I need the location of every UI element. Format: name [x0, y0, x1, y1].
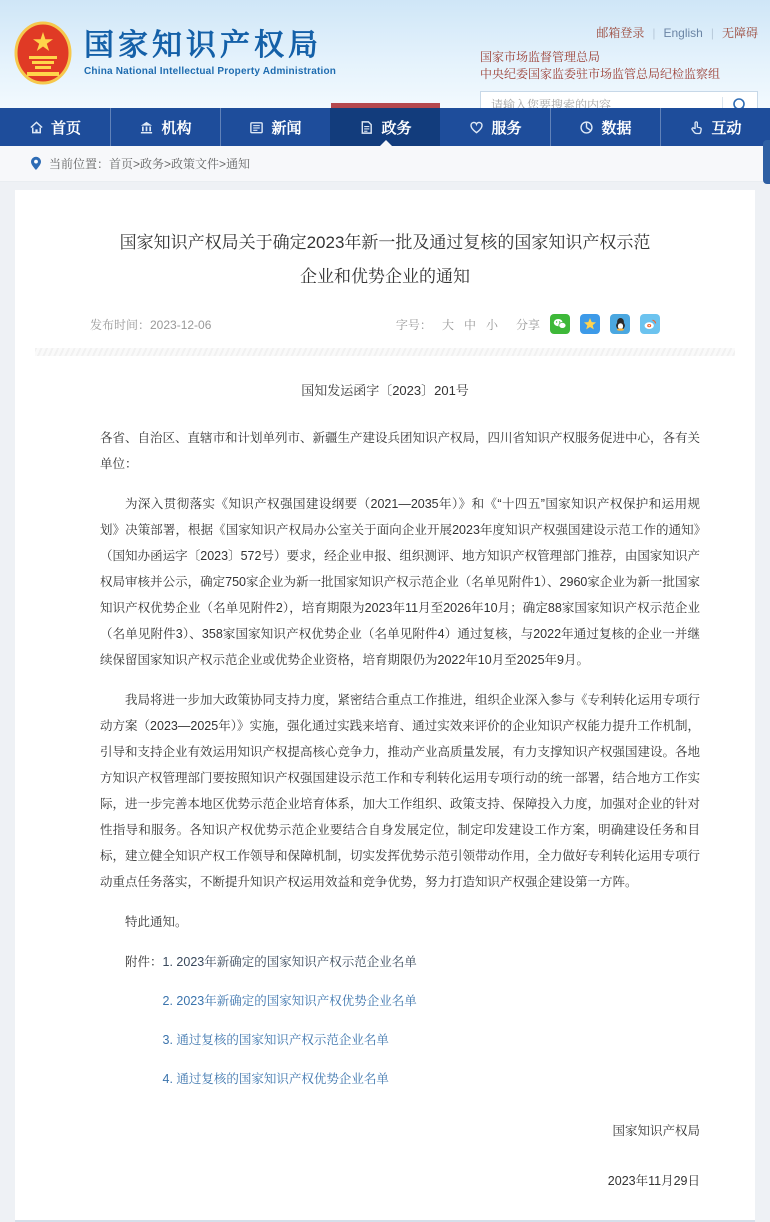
- wechat-share-icon[interactable]: [550, 314, 570, 334]
- link-separator: |: [652, 26, 656, 40]
- mail-login-link[interactable]: 邮箱登录: [596, 26, 645, 40]
- link-separator: |: [710, 26, 714, 40]
- signature-block: [100, 1118, 700, 1194]
- english-link[interactable]: English: [663, 26, 703, 40]
- institution-icon: [139, 120, 154, 135]
- active-tab-red-bar: [331, 103, 440, 108]
- nav-item-label: 政务: [381, 119, 412, 137]
- nav-item-label: 互动: [711, 119, 742, 137]
- attachment-row: [163, 1027, 701, 1053]
- paragraph-1: 为深入贯彻落实《知识产权强国建设纲要（2021—2035年）》和《“十四五”国家知识产权保护和运用规划》决策部署，根据《国家知识产权局办公室关于面向企业开展2023年度知识产权强国建设示范工作的通知》（国知办函运字〔2023〕572号）要求，经企业申报、组织测评、地方知识产权管理部门推荐，由国家知识产权局审核并公示，确定750家企业为新一批国家知识产权示范企业（名单见附件1）、2960家企业为新一批国家知识产权优势企业（名单见附件2），培育期限为2023年11月至2026年10月；确定88家国家知识产权示范企业（名单见附件3）、358家国家知识产权优势企业（名单见附件4）通过复核，与2022年通过复核的企业一并继续保留国家知识产权示范企业或优势企业资格，培育期限仍为2022年10月至2025年9月。: [100, 497, 700, 667]
- attachment-link-4[interactable]: 4. 通过复核的国家知识产权优势企业名单: [162, 1072, 389, 1086]
- top-utility-links: [480, 24, 758, 41]
- location-pin-icon: [30, 156, 42, 171]
- document-icon: [359, 120, 374, 135]
- issuer-signature: 国家知识产权局: [612, 1124, 700, 1138]
- qq-share-icon[interactable]: [610, 314, 630, 334]
- nav-item-label: 服务: [491, 119, 522, 137]
- nav-item-service[interactable]: [440, 108, 550, 146]
- weibo-share-icon[interactable]: [640, 314, 660, 334]
- site-header: [0, 0, 770, 108]
- attachment-row: [163, 988, 701, 1014]
- nav-item-institution[interactable]: [110, 108, 220, 146]
- site-brand[interactable]: [12, 20, 336, 86]
- side-floating-widget[interactable]: [763, 140, 770, 184]
- font-size-medium-button[interactable]: 中: [463, 317, 476, 332]
- site-title: 国家知识产权局: [84, 29, 322, 62]
- nav-item-news[interactable]: [220, 108, 330, 146]
- news-icon: [249, 120, 264, 135]
- meta-right-group: [396, 314, 660, 334]
- national-emblem-logo: [12, 20, 74, 86]
- nav-item-label: 新闻: [271, 119, 302, 137]
- main-nav: [0, 108, 770, 146]
- attachments-header: [100, 949, 700, 975]
- header-right: [480, 24, 758, 118]
- article-card: [15, 190, 755, 1222]
- qzone-share-icon[interactable]: [580, 314, 600, 334]
- nav-item-data[interactable]: [550, 108, 660, 146]
- attachment-link-3[interactable]: 3. 通过复核的国家知识产权示范企业名单: [162, 1033, 389, 1047]
- home-icon: [29, 120, 44, 135]
- ccdi-link[interactable]: 中央纪委国家监委驻市场监管总局纪检监察组: [480, 67, 721, 81]
- font-size-label: 字号：: [395, 317, 432, 332]
- article-body: [15, 399, 755, 1194]
- breadcrumb: [0, 146, 770, 182]
- dotted-separator: [35, 348, 735, 356]
- service-heart-icon: [469, 120, 484, 135]
- nav-item-label: 数据: [601, 119, 632, 137]
- font-size-large-button[interactable]: 大: [441, 317, 454, 332]
- paragraph-2: 我局将进一步加大政策协同支持力度，紧密结合重点工作推进，组织企业深入参与《专利转化运用专项行动方案（2023—2025年）》实施，强化通过实践来培育、通过实效来评价的企业知识产权能力提升工作机制，引导和支持企业有效运用知识产权提高核心竞争力，推动产业高质量发展，有力支撑知识产权强国建设。各地方知识产权管理部门要按照知识产权强国建设示范工作和专利转化运用专项行动的统一部署，结合地方工作实际，进一步完善本地区优势示范企业培育体系，加大工作组织、政策支持、保障投入力度，加强对企业的针对性指导和服务。各知识产权优势示范企业要结合自身发展定位，制定印发建设工作方案，明确建设任务和目标，建立健全知识产权工作领导和保障机制，切实发挥优势示范引领带动作用，全力做好专利转化运用专项行动重点任务落实，不断提升知识产权运用效益和竞争优势，努力打造知识产权强企建设第一方阵。: [100, 693, 701, 889]
- active-tab-caret: [380, 140, 392, 146]
- brand-text: [84, 29, 336, 77]
- attachment-link-2[interactable]: 2. 2023年新确定的国家知识产权优势企业名单: [162, 994, 417, 1008]
- breadcrumb-label: 当前位置：: [49, 157, 110, 171]
- nav-item-interaction[interactable]: [660, 108, 770, 146]
- pie-chart-icon: [579, 120, 594, 135]
- nav-item-gov-affairs[interactable]: [330, 108, 440, 146]
- article-meta-row: [15, 314, 755, 334]
- font-size-small-button[interactable]: 小: [485, 317, 498, 332]
- issue-date: 2023年11月29日: [607, 1174, 700, 1188]
- attachment-row: [163, 1066, 701, 1092]
- salutation: 各省、自治区、直辖市和计划单列市、新疆生产建设兵团知识产权局，四川省知识产权服务促进中心，各有关单位：: [100, 431, 701, 471]
- publish-time: 发布时间：2023-12-06: [90, 317, 212, 332]
- hand-pointer-icon: [689, 120, 704, 135]
- attachment-link-1[interactable]: 1. 2023年新确定的国家知识产权示范企业名单: [162, 955, 417, 969]
- attachments-label: 附件：: [125, 955, 163, 969]
- accessibility-link[interactable]: 无障碍: [721, 26, 758, 40]
- related-org-links: [480, 49, 758, 83]
- nav-item-label: 机构: [161, 119, 192, 137]
- document-number: 国知发运函字〔2023〕201号: [301, 383, 469, 398]
- breadcrumb-path[interactable]: 首页>政务>政策文件>通知: [109, 157, 251, 171]
- nav-item-label: 首页: [50, 119, 81, 137]
- nav-item-home[interactable]: [0, 108, 110, 146]
- article-title: 国家知识产权局关于确定2023年新一批及通过复核的国家知识产权示范企业和优势企业的通知: [119, 233, 651, 286]
- samr-link[interactable]: 国家市场监督管理总局: [480, 50, 601, 64]
- site-title-en: China National Intellectual Property Administration: [84, 66, 337, 77]
- closing-line: 特此通知。: [125, 915, 188, 929]
- share-label: 分享: [515, 317, 540, 332]
